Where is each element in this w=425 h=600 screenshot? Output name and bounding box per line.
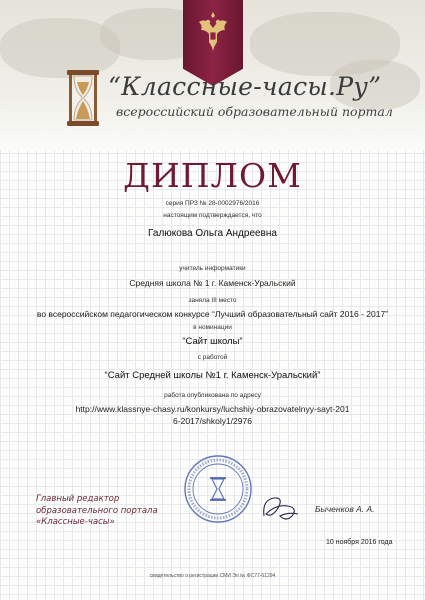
publication-url-line1: http://www.klassnye-chasy.ru/konkursy/luchshiy-obrazovatelnyy-sayt-201 [75,404,350,414]
published-label: работа опубликована по адресу [164,392,261,399]
diploma-title: ДИПЛОМ [123,156,302,195]
contest-name: во всероссийском педагогическом конкурсе “Лучший образовательный сайт 2016 - 2017” [36,309,389,319]
coat-of-arms-icon [196,8,230,56]
nomination-label: в номинации [193,324,232,331]
editor-portal-name: «Классные-часы» [36,517,115,527]
signer-name: Быченков А. А. [315,504,375,514]
confirm-text: настоящим подтверждается, что [163,212,262,219]
recipient-name: Галюкова Ольга Андреевна [148,228,277,239]
series-number: серия ПРЗ № 28-0002976/2016 [165,200,260,207]
nomination-value: “Сайт школы” [182,336,243,347]
editor-portal: образовательного портала [36,505,158,516]
recipient-position: учитель информатики [179,265,246,272]
registration-footer: свидетельство о регистрации СМИ Эл № ФС77-61294 [149,573,276,579]
issue-date: 10 ноября 2016 года [326,539,393,546]
site-subtitle: всероссийский образовательный портал [116,104,393,119]
hourglass-icon [64,68,102,128]
work-label: с работой [197,354,228,361]
signature-mark [258,492,302,524]
publication-url-line2: 6-2017/shkoly1/2976 [173,416,252,426]
place-text: заняла III место [188,297,237,304]
work-title: “Сайт Средней школы №1 г. Каменск-Уральский” [104,370,321,381]
editor-block [36,494,186,529]
site-title: “Классные-часы.Ру” [108,72,382,101]
editor-title: Главный редактор [36,494,120,504]
stamp-seal [183,452,253,526]
school-name: Средняя школа № 1 г. Каменск-Уральский [129,278,296,288]
